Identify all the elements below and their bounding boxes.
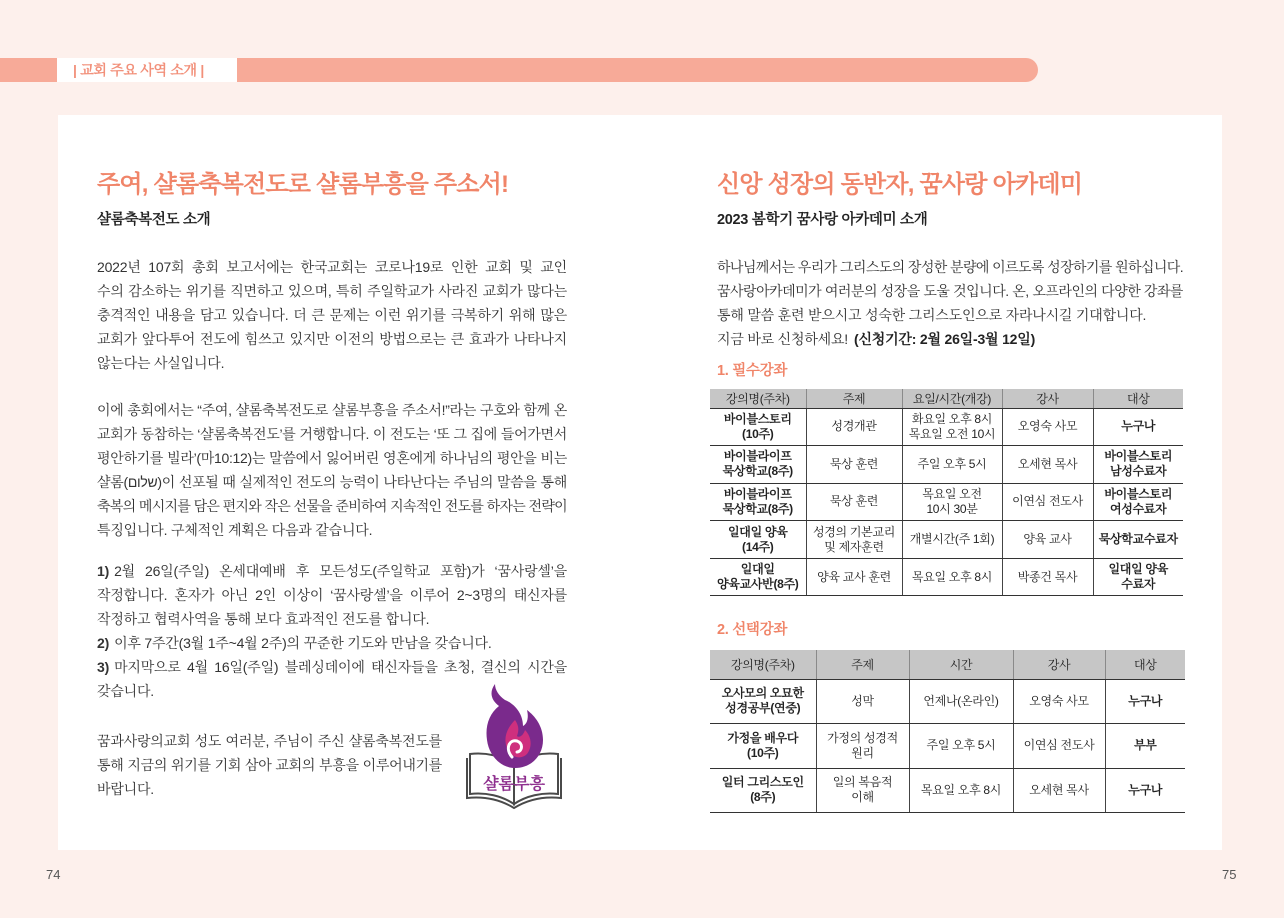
topic-cell	[806, 408, 902, 446]
audience: 누구나	[1121, 419, 1156, 434]
course-row	[710, 679, 1185, 724]
course-name: 일터 그리스도인 (8주)	[721, 775, 804, 805]
course-name-cell	[710, 446, 806, 484]
topic-cell	[816, 768, 909, 813]
instructor: 박종건 목사	[1017, 569, 1078, 584]
audience-cell	[1105, 724, 1185, 769]
audience-cell	[1093, 483, 1183, 521]
schedule: 개별시간(주 1회)	[909, 532, 995, 547]
step-number: 3)	[97, 659, 110, 675]
audience: 부부	[1133, 738, 1157, 753]
schedule: 목요일 오전 10시 30분	[922, 486, 982, 516]
application-period: (신청기간: 2월 26일-3월 12일)	[854, 331, 1036, 347]
instructor-cell	[1002, 521, 1093, 559]
audience-cell	[1093, 558, 1183, 596]
step-text: 마지막으로 4월 16일(주일) 블레싱데이에 태신자들을 초청, 결신의 시간을	[114, 659, 567, 675]
schedule-cell	[909, 768, 1013, 813]
course-name: 일대일 양육 (14주)	[728, 524, 788, 554]
audience-cell	[1105, 768, 1185, 813]
schedule-cell	[909, 679, 1013, 724]
shalom-revival-logo	[465, 680, 563, 810]
plan-step-line	[97, 631, 567, 655]
instructor: 양육 교사	[1023, 532, 1072, 547]
schedule: 주일 오후 5시	[917, 456, 987, 471]
plan-step-line: 갖습니다.	[97, 683, 154, 699]
schedule: 화요일 오후 8시 목요일 오전 10시	[908, 411, 996, 441]
instructor-cell	[1013, 724, 1105, 769]
plan-step-line: 작정하고 협력사역을 통해 보다 효과적인 전도를 합니다.	[97, 611, 430, 627]
course-row	[710, 446, 1183, 484]
plan-step-line	[97, 655, 567, 679]
column-header: 대상	[1093, 389, 1183, 408]
body-line: 2022년 107회 총회 보고서에는 한국교회는 코로나19로 인한 교회 및 교인	[97, 259, 567, 275]
body-line: 교회가 동참하는 ‘샬롬축복전도’를 거행합니다. 이 전도는 ‘또 그 집에 들어가면서	[97, 426, 567, 442]
column-header: 시간	[909, 650, 1013, 679]
schedule-cell	[902, 521, 1002, 559]
intro-paragraph	[97, 255, 567, 375]
right-page-title: 신앙 성장의 동반자, 꿈사랑 아카데미	[717, 171, 1083, 198]
body-line: 통해 말씀 훈련 받으시고 성숙한 그리스도인으로 자라나시길 기대합니다.	[717, 307, 1147, 323]
body-line: 평안하기를 빌라’(마10:12)는 말씀에서 잃어버린 영혼에게 하나님의 평안을 비는	[97, 450, 567, 466]
plan-step-line: 작정합니다. 혼자가 아닌 2인 이상이 ‘꿈사랑셀’을 이루어 2~3명의 태신자를	[97, 587, 567, 603]
topic: 양육 교사 훈련	[817, 569, 891, 584]
topic: 일의 복음적 이해	[832, 775, 893, 805]
schedule: 언제나(온라인)	[923, 693, 999, 708]
topic-cell	[816, 679, 909, 724]
audience: 누구나	[1128, 782, 1163, 797]
audience-cell	[1105, 679, 1185, 724]
topic: 성경의 기본교리 및 제자훈련	[812, 524, 896, 554]
schedule-cell	[909, 724, 1013, 769]
schedule-cell	[902, 558, 1002, 596]
course-name: 바이블라이프 묵상학교(8주)	[722, 449, 793, 479]
course-name: 바이블라이프 묵상학교(8주)	[722, 486, 793, 516]
body-line: 수의 감소하는 위기를 직면하고 있으며, 특히 주일학교가 사라진 교회가 많다는	[97, 283, 567, 299]
course-row	[710, 521, 1183, 559]
topic-cell	[806, 446, 902, 484]
table-header-row	[710, 389, 1183, 408]
right-page-subtitle: 2023 봄학기 꿈사랑 아카데미 소개	[717, 212, 928, 228]
body-line: 특징입니다. 구체적인 계획은 다음과 같습니다.	[97, 522, 373, 538]
instructor-cell	[1002, 446, 1093, 484]
column-header: 주제	[816, 650, 909, 679]
instructor-cell	[1002, 483, 1093, 521]
schedule-cell	[902, 408, 1002, 446]
instructor-cell	[1002, 558, 1093, 596]
audience: 바이블스토리 남성수료자	[1104, 449, 1173, 479]
step-number: 1)	[97, 563, 110, 579]
instructor: 오영숙 사모	[1017, 419, 1078, 434]
topic-cell	[806, 558, 902, 596]
body-line: 축복의 메시지를 담은 편지와 작은 선물을 준비하여 지속적인 전도를 하자는 전략이	[97, 498, 567, 514]
schedule: 주일 오후 5시	[926, 738, 996, 753]
topic: 성경개관	[831, 419, 877, 434]
column-header: 주제	[806, 389, 902, 408]
instructor: 오세현 목사	[1029, 782, 1089, 797]
left-page-subtitle: 샬롬축복전도 소개	[97, 212, 211, 228]
topic-cell	[816, 724, 909, 769]
course-name: 가정을 배우다 (10주)	[727, 730, 799, 760]
audience: 묵상학교수료자	[1098, 532, 1178, 547]
required-courses-table-wrapper	[710, 389, 1183, 596]
campaign-paragraph	[97, 398, 567, 542]
section-label: | 교회 주요 사역 소개 |	[57, 58, 237, 82]
course-row	[710, 768, 1185, 813]
course-name: 바이블스토리 (10주)	[723, 411, 792, 441]
course-name-cell	[710, 724, 816, 769]
call-to-action-line	[717, 327, 1183, 351]
plan-step-line	[97, 559, 567, 583]
audience: 누구나	[1128, 693, 1163, 708]
body-line: 하나님께서는 우리가 그리스도의 장성한 분량에 이르도록 성장하기를 원하십니다.	[717, 259, 1183, 275]
audience: 일대일 양육 수료자	[1108, 562, 1168, 592]
body-line: 이에 총회에서는 “주여, 샬롬축복전도로 샬롬부흥을 주소서!”라는 구호와 함께 온	[97, 402, 567, 418]
course-row	[710, 558, 1183, 596]
body-line: 꿈과사랑의교회 성도 여러분, 주님이 주신 샬롬축복전도를	[97, 733, 442, 749]
topic: 묵상 훈련	[829, 494, 879, 509]
course-name-cell	[710, 679, 816, 724]
course-row	[710, 724, 1185, 769]
instructor: 이연심 전도사	[1012, 494, 1083, 509]
course-row	[710, 408, 1183, 446]
body-line: 충격적인 내용을 담고 있습니다. 더 큰 문제는 이런 위기를 극복하기 위해 많은	[97, 307, 567, 323]
topic: 성막	[851, 693, 874, 708]
topic-cell	[806, 483, 902, 521]
course-name: 오사모의 오묘한 성경공부(연중)	[721, 686, 804, 716]
step-text: 2월 26일(주일) 온세대예배 후 모든성도(주일학교 포함)가 ‘꿈사랑셀’을	[114, 563, 567, 579]
course-name: 일대일 양육교사반(8주)	[716, 562, 799, 592]
instructor: 오영숙 사모	[1029, 693, 1089, 708]
body-line: 통해 지금의 위기를 기회 삼아 교회의 부흥을 이루어내기를	[97, 757, 442, 773]
audience: 바이블스토리 여성수료자	[1104, 486, 1173, 516]
column-header: 대상	[1105, 650, 1185, 679]
topic: 가정의 성경적 원리	[827, 730, 898, 760]
body-line: 꿈사랑아카데미가 여러분의 성장을 도울 것입니다. 온, 오프라인의 다양한 강좌를	[717, 283, 1183, 299]
instructor: 오세현 목사	[1017, 456, 1078, 471]
instructor-cell	[1002, 408, 1093, 446]
topic: 묵상 훈련	[829, 456, 879, 471]
column-header: 강의명(주차)	[710, 389, 806, 408]
schedule: 목요일 오후 8시	[911, 569, 993, 584]
schedule: 목요일 오후 8시	[920, 782, 1002, 797]
closing-paragraph	[97, 729, 442, 801]
instructor-cell	[1013, 768, 1105, 813]
course-name-cell	[710, 408, 806, 446]
body-line: 교회가 앞다투어 전도에 힘쓰고 있지만 이전의 방법으로는 큰 효과가 나타나지	[97, 331, 567, 347]
course-name-cell	[710, 558, 806, 596]
elective-courses-table	[710, 650, 1185, 813]
schedule-cell	[902, 483, 1002, 521]
elective-courses-heading: 2. 선택강좌	[717, 622, 788, 638]
course-name-cell	[710, 521, 806, 559]
page-number-right: 75	[1222, 867, 1237, 882]
audience-cell	[1093, 521, 1183, 559]
logo-text: 샬롬부흥	[483, 776, 545, 793]
instructor-cell	[1013, 679, 1105, 724]
required-courses-table	[710, 389, 1183, 596]
left-page-title: 주여, 샬롬축복전도로 샬롬부흥을 주소서!	[97, 171, 509, 198]
required-courses-heading: 1. 필수강좌	[717, 363, 788, 379]
step-number: 2)	[97, 635, 110, 651]
table-header-row	[710, 650, 1185, 679]
instructor: 이연심 전도사	[1023, 738, 1095, 753]
course-name-cell	[710, 768, 816, 813]
page-number-left: 74	[46, 867, 61, 882]
step-text: 이후 7주간(3월 1주~4월 2주)의 꾸준한 기도와 만남을 갖습니다.	[114, 635, 492, 651]
course-name-cell	[710, 483, 806, 521]
column-header: 강사	[1002, 389, 1093, 408]
column-header: 강의명(주차)	[710, 650, 816, 679]
audience-cell	[1093, 446, 1183, 484]
audience-cell	[1093, 408, 1183, 446]
body-line: 않는다는 사실입니다.	[97, 355, 225, 371]
schedule-cell	[902, 446, 1002, 484]
call-to-action: 지금 바로 신청하세요!	[717, 331, 848, 347]
column-header: 강사	[1013, 650, 1105, 679]
body-line: 바랍니다.	[97, 781, 154, 797]
elective-courses-table-wrapper	[710, 650, 1185, 813]
academy-intro-paragraph	[717, 255, 1183, 351]
column-header: 요일/시간(개강)	[902, 389, 1002, 408]
topic-cell	[806, 521, 902, 559]
body-line: 샬롬(שלום)이 선포될 때 실제적인 전도의 능력이 나타난다는 주님의 말씀을 통해	[97, 474, 567, 490]
course-row	[710, 483, 1183, 521]
